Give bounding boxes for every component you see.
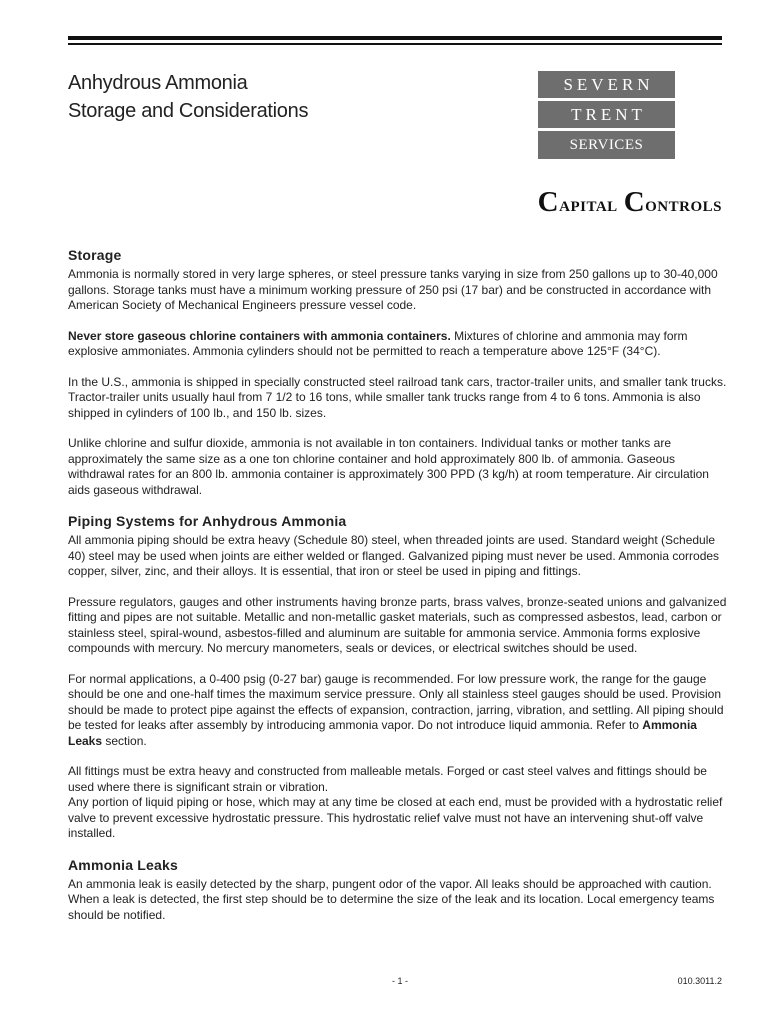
storage-paragraph-4: Unlike chlorine and sulfur dioxide, ammonia is not available in ton containers. Individual tanks or mother tanks are approximately the same size as a one ton chlorine container and hold approximately 800 lb. of ammonia. Gaseous withdrawal rates for an 800 lb. ammonia container is approximately 300 PPD (3 kg/h) at room temperature. Air circulation aids gaseous withdrawal. <box>68 436 709 497</box>
piping-paragraph-5: Any portion of liquid piping or hose, which may at any time be closed at each end, must be provided with a hydrostatic relief valve to prevent excessive hydrostatic pressure. This hydrostatic relief valve must not have an intervening shut-off valve installed. <box>68 795 723 840</box>
logo-trent: TRENT <box>538 101 675 128</box>
title-line-1: Anhydrous Ammonia <box>68 72 248 94</box>
logo-severn: SEVERN <box>538 71 675 98</box>
brand-initial-1: C <box>537 186 560 218</box>
brand-initial-2: C <box>623 186 646 218</box>
storage-paragraph-2 <box>68 329 728 360</box>
piping-paragraph-1: All ammonia piping should be extra heavy (Schedule 80) steel, when threaded joints are used. Standard weight (Schedule 40) steel may be used when joints are either welded or flanged. Galvanized piping must never be used. Ammonia corrodes copper, silver, zinc, and their alloys. It is essential, that iron or steel be used in piping and fittings. <box>68 533 720 578</box>
title-line-2: Storage and Considerations <box>68 100 309 122</box>
brand-word-1-rest: apital <box>559 191 618 216</box>
document-body <box>68 247 728 938</box>
ammonia-leaks-reference: Ammonia Leaks <box>68 718 697 748</box>
brand-word-2-rest: ontrols <box>645 191 722 216</box>
piping-paragraph-2: Pressure regulators, gauges and other instruments having bronze parts, brass valves, bronze-seated unions and galvanized fitting and pipes are not suitable. Metallic and non-metallic gasket materials, such as compressed asbestos, lead, carbon or stainless steel, spiral-wound, asbestos-filled and aluminum are suitable for ammonia service. Ammonia forms explosive compounds with mercury. No mercury manometers, seals or devices, or electrical switches should be used. <box>68 594 727 655</box>
storage-paragraph-1: Ammonia is normally stored in very large spheres, or steel pressure tanks varying in size from 250 gallons up to 30-40,000 gallons. Storage tanks must have a minimum working pressure of 250 psi (17 bar) and be constructed in accordance with American Society of Mechanical Engineers pressure vessel code. <box>68 267 718 312</box>
document-title <box>68 69 308 125</box>
piping-p3-main: For normal applications, a 0-400 psig (0-27 bar) gauge is recommended. For low pressure work, the range for the gauge should be one and one-half times the maximum service pressure. Only all stainless steel gauges should be used. Provision should be made to protect pipe against the effects of expansion, contraction, jarring, vibration, and settling. All piping should be tested for leaks after assembly by introducing ammonia vapor. Do not introduce liquid ammonia. Refer to <box>68 671 724 732</box>
piping-p3-end: section. <box>102 733 147 748</box>
logo-services: SERVICES <box>538 131 675 159</box>
document-code: 010.3011.2 <box>677 976 722 986</box>
section-heading-leaks: Ammonia Leaks <box>68 856 178 873</box>
storage-paragraph-3: In the U.S., ammonia is shipped in specially constructed steel railroad tank cars, tractor-trailer units, and smaller tank trucks. Tractor-trailer units usually haul from 7 1/2 to 16 tons, while smaller tank trucks range from 4 to 6 tons. Ammonia is also shipped in cylinders of 100 lb., and 150 lb. sizes. <box>68 374 727 420</box>
severn-trent-logo <box>538 71 675 162</box>
piping-paragraph-4: All fittings must be extra heavy and constructed from malleable metals. Forged or cast steel valves and fittings should be used where there is significant strain or vibration. <box>68 764 707 794</box>
storage-warning-rest: Mixtures of chlorine and ammonia may form explosive ammoniates. Ammonia cylinders should not be permitted to reach a temperature above 125°F (34°C). <box>68 328 688 358</box>
top-rule-thin <box>68 43 722 45</box>
leaks-paragraph-1: An ammonia leak is easily detected by the sharp, pungent odor of the vapor. All leaks should be approached with caution. When a leak is detected, the first step should be to determine the size of the leak and its location. Local emergency teams should be notified. <box>68 876 715 922</box>
storage-warning-bold: Never store gaseous chlorine containers with ammonia containers. <box>68 328 451 343</box>
section-heading-piping: Piping Systems for Anhydrous Ammonia <box>68 513 347 529</box>
page-number: - 1 - <box>392 976 409 986</box>
section-heading-storage: Storage <box>68 247 122 263</box>
capital-controls-brand <box>538 186 722 219</box>
top-rule-thick <box>68 36 722 40</box>
piping-paragraph-3 <box>68 672 728 750</box>
